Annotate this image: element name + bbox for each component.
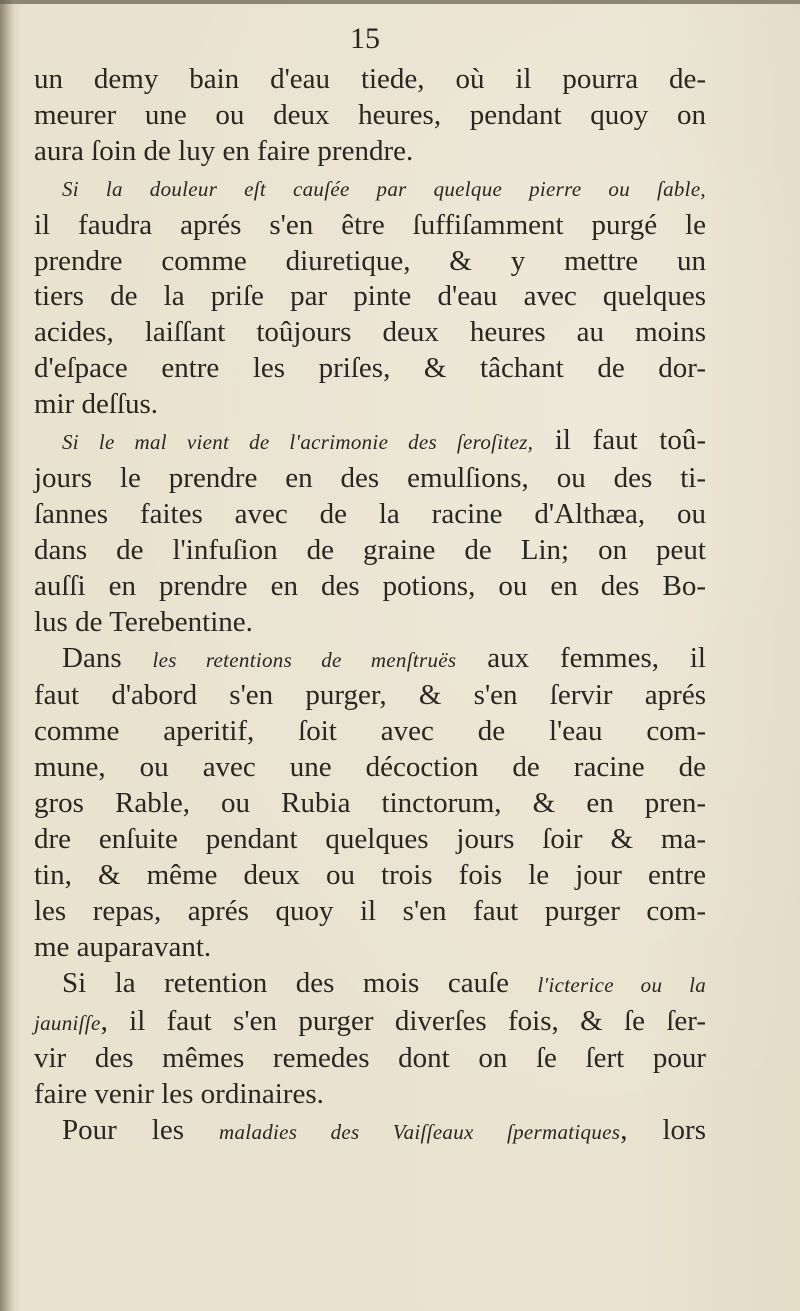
text-segment: d'eſpace entre les priſes, & tâchant de dor- <box>34 352 706 385</box>
text-line <box>34 1004 706 1042</box>
text-line <box>34 351 706 387</box>
text-segment: aura ſoin de luy en faire prendre. <box>34 134 414 167</box>
text-segment: dans de l'infuſion de graine de Lin; on peut <box>34 533 706 566</box>
text-line <box>34 1077 706 1113</box>
text-segment: dre enſuite pendant quelques jours ſoir & ma- <box>34 823 706 856</box>
text-segment: meurer une ou deux heures, pendant quoy on <box>34 98 706 131</box>
text-line <box>34 423 706 461</box>
spine-shadow <box>0 0 14 1311</box>
text-segment: , lors <box>620 1114 707 1147</box>
text-segment: ſannes faites avec de la racine d'Althæa, ou <box>34 497 706 530</box>
text-line <box>34 134 706 170</box>
text-line <box>34 966 706 1004</box>
text-line <box>34 930 706 966</box>
text-line <box>34 858 706 894</box>
text-segment: les repas, aprés quoy il s'en faut purger com- <box>34 894 706 927</box>
text-line <box>34 605 706 641</box>
text-segment: mune, ou avec une décoction de racine de <box>34 751 706 784</box>
italic-phrase: maladies des Vaiſſeaux ſpermatiques <box>219 1120 621 1145</box>
text-segment: gros Rable, ou Rubia tinctorum, & en pren- <box>34 787 706 820</box>
text-segment: me auparavant. <box>34 930 212 963</box>
text-line <box>34 208 706 244</box>
text-segment: tin, & même deux ou trois fois le jour entre <box>34 858 706 891</box>
text-line <box>34 170 706 208</box>
text-line <box>34 678 706 714</box>
text-line <box>34 387 706 423</box>
text-line <box>34 279 706 315</box>
text-line <box>34 822 706 858</box>
text-line <box>34 62 706 98</box>
text-segment: prendre comme diuretique, & y mettre un <box>34 244 706 277</box>
text-segment: tiers de la priſe par pinte d'eau avec quelques <box>34 280 706 313</box>
text-line <box>34 244 706 280</box>
text-segment: faire venir les ordinaires. <box>34 1078 324 1111</box>
text-line <box>34 714 706 750</box>
text-segment: un demy bain d'eau tiede, où il pourra de- <box>34 63 706 95</box>
italic-phrase: les retentions de menſtruës <box>152 647 457 672</box>
text-segment: il faut toû- <box>533 424 706 457</box>
text-line <box>34 98 706 134</box>
italic-phrase: l'icterice ou la <box>537 972 707 997</box>
text-line <box>34 641 706 679</box>
text-segment: acides, laiſſant toûjours deux heures au moins <box>34 316 706 349</box>
text-line <box>34 315 706 351</box>
text-line <box>34 786 706 822</box>
text-segment: , il faut s'en purger diverſes fois, & ſe ſer- <box>100 1004 706 1037</box>
text-segment: faut d'abord s'en purger, & s'en ſervir aprés <box>34 679 706 712</box>
text-segment: aux femmes, il <box>456 641 706 674</box>
italic-phrase: Si le mal vient de l'acrimonie des ſeroſitez, <box>62 430 534 455</box>
italic-phrase: jauniſſe <box>34 1010 101 1035</box>
page-top-edge <box>0 0 800 4</box>
text-line <box>34 1041 706 1077</box>
text-segment: comme aperitif, ſoit avec de l'eau com- <box>34 715 706 748</box>
text-segment: lus de Terebentine. <box>34 605 253 638</box>
text-segment: auſſi en prendre en des potions, ou en des Bo- <box>34 569 706 602</box>
page-number: 15 <box>350 22 380 55</box>
italic-phrase: Si la douleur eſt cauſée par quelque pierre ou ſable, <box>62 176 706 201</box>
text-line <box>34 750 706 786</box>
text-segment: mir deſſus. <box>34 388 159 421</box>
text-line <box>34 569 706 605</box>
text-segment: Pour les <box>62 1114 220 1147</box>
text-line <box>34 497 706 533</box>
text-segment: Dans <box>62 641 153 674</box>
text-line <box>34 461 706 497</box>
text-segment: il faudra aprés s'en être ſuffiſamment purgé le <box>34 208 706 241</box>
text-line <box>34 894 706 930</box>
text-segment: vir des mêmes remedes dont on ſe ſert pour <box>34 1042 706 1075</box>
text-line <box>34 1113 706 1151</box>
text-segment: jours le prendre en des emulſions, ou des ti- <box>34 461 706 494</box>
text-line <box>34 533 706 569</box>
text-segment: Si la retention des mois cauſe <box>62 966 538 999</box>
body-text <box>34 62 706 1151</box>
